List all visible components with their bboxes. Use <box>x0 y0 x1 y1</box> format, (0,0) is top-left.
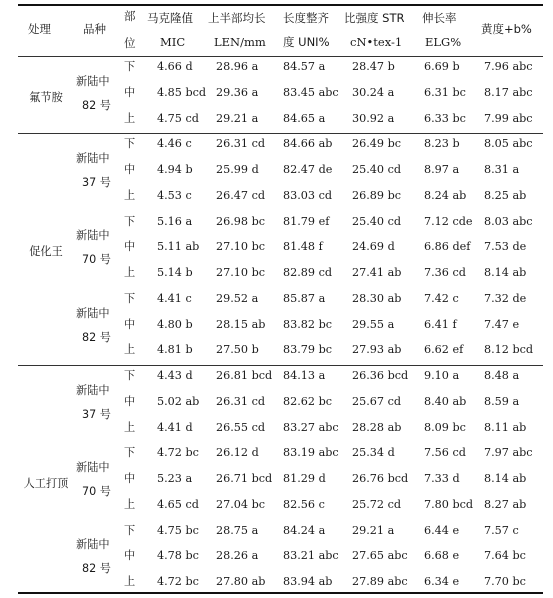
cell-str: 25.72 cd <box>352 497 402 511</box>
cell-elg: 8.23 b <box>424 137 460 151</box>
cell-uni: 82.47 de <box>283 163 333 176</box>
cell-elg: 6.34 e <box>424 575 460 588</box>
cell-b: 7.96 abc <box>484 60 533 73</box>
position-label: 上 <box>124 188 136 202</box>
header-rule <box>18 56 543 57</box>
cell-mic: 4.41 c <box>157 291 192 305</box>
cell-len: 29.21 a <box>216 111 259 125</box>
position-label: 下 <box>124 446 136 460</box>
cell-b: 8.48 a <box>484 369 520 382</box>
position-label: 下 <box>124 137 136 151</box>
top-rule <box>18 4 543 6</box>
cell-str: 25.34 d <box>352 446 395 460</box>
cell-mic: 4.72 bc <box>157 446 199 460</box>
cell-uni: 81.29 d <box>283 472 326 485</box>
position-label: 中 <box>124 549 136 563</box>
cell-elg: 7.33 d <box>424 472 460 485</box>
cell-uni: 84.66 ab <box>283 137 333 151</box>
cell-len: 27.10 bc <box>216 266 266 279</box>
cell-elg: 7.36 cd <box>424 266 466 279</box>
cell-b: 8.11 ab <box>484 420 527 434</box>
cell-str: 25.40 cd <box>352 163 402 176</box>
cell-elg: 6.68 e <box>424 549 460 563</box>
cell-elg: 8.24 ab <box>424 188 467 202</box>
cell-mic: 4.75 cd <box>157 111 199 125</box>
position-label: 中 <box>124 163 136 176</box>
cell-str: 27.41 ab <box>352 266 402 279</box>
cell-len: 26.47 cd <box>216 188 266 202</box>
position-label: 下 <box>124 60 136 73</box>
cell-uni: 83.19 abc <box>283 446 339 460</box>
cell-len: 26.81 bcd <box>216 369 273 382</box>
cell-elg: 6.69 b <box>424 60 460 73</box>
cell-b: 7.97 abc <box>484 446 533 460</box>
cell-len: 27.10 bc <box>216 240 266 254</box>
cell-uni: 84.57 a <box>283 60 326 73</box>
cell-str: 27.65 abc <box>352 549 408 563</box>
cell-mic: 4.66 d <box>157 60 193 73</box>
position-label: 中 <box>124 472 136 485</box>
variety-number: 37 号 <box>82 176 111 189</box>
cell-elg: 9.10 a <box>424 369 460 382</box>
cell-str: 28.30 ab <box>352 291 402 305</box>
header-len-line2: LEN/mm <box>214 35 266 49</box>
cell-b: 7.53 de <box>484 240 527 254</box>
cell-str: 29.55 a <box>352 317 395 331</box>
variety-name: 新陆中 <box>76 306 110 320</box>
position-label: 上 <box>124 343 136 357</box>
variety-number: 82 号 <box>82 562 111 576</box>
header-elg-line2: ELG% <box>425 35 462 49</box>
cell-elg: 6.31 bc <box>424 85 466 99</box>
cell-len: 28.26 a <box>216 549 259 563</box>
position-label: 上 <box>124 497 136 511</box>
cell-b: 7.57 c <box>484 523 519 537</box>
cell-len: 29.52 a <box>216 291 259 305</box>
cell-len: 28.15 ab <box>216 317 266 331</box>
cell-b: 7.32 de <box>484 291 527 305</box>
cell-uni: 83.03 cd <box>283 188 333 202</box>
bottom-rule <box>18 592 543 594</box>
cell-str: 26.49 bc <box>352 137 402 151</box>
cell-b: 7.99 abc <box>484 111 533 125</box>
position-label: 上 <box>124 575 136 588</box>
cell-len: 26.98 bc <box>216 214 266 228</box>
cell-elg: 7.80 bcd <box>424 497 474 511</box>
cell-mic: 4.65 cd <box>157 497 199 511</box>
cell-uni: 83.79 bc <box>283 343 333 357</box>
position-label: 上 <box>124 266 136 279</box>
cell-str: 30.24 a <box>352 85 395 99</box>
header-yellowness: 黄度+b% <box>481 22 532 36</box>
variety-name: 新陆中 <box>76 538 110 552</box>
cell-str: 24.69 d <box>352 240 395 254</box>
cell-mic: 4.43 d <box>157 369 193 382</box>
variety-number: 70 号 <box>82 485 111 498</box>
cell-len: 29.36 a <box>216 85 259 99</box>
variety-name: 新陆中 <box>76 383 110 397</box>
header-position-line1: 部 <box>124 9 136 23</box>
cell-mic: 4.94 b <box>157 163 193 176</box>
cell-mic: 4.85 bcd <box>157 85 207 99</box>
variety-name: 新陆中 <box>76 461 110 474</box>
cell-len: 27.04 bc <box>216 497 266 511</box>
header-len-line1: 上半部均长 <box>208 11 266 25</box>
cell-b: 8.25 ab <box>484 188 527 202</box>
position-label: 下 <box>124 523 136 537</box>
cell-mic: 5.14 b <box>157 266 193 279</box>
cell-str: 25.67 cd <box>352 394 402 408</box>
header-mic-line1: 马克隆值 <box>147 11 193 25</box>
cell-len: 27.50 b <box>216 343 259 357</box>
header-mic-line2: MIC <box>160 35 186 49</box>
cell-mic: 4.75 bc <box>157 523 199 537</box>
position-label: 中 <box>124 240 136 254</box>
cell-elg: 6.33 bc <box>424 111 466 125</box>
treatment-label: 人工打顶 <box>23 476 69 490</box>
cell-len: 26.12 d <box>216 446 259 460</box>
cell-len: 28.96 a <box>216 60 259 73</box>
cell-mic: 4.46 c <box>157 137 192 151</box>
cell-elg: 6.86 def <box>424 240 471 254</box>
cell-uni: 83.94 ab <box>283 575 333 588</box>
cell-len: 26.31 cd <box>216 137 266 151</box>
cell-b: 8.14 ab <box>484 472 527 485</box>
cell-b: 8.05 abc <box>484 137 533 151</box>
cell-str: 25.40 cd <box>352 214 402 228</box>
cell-elg: 8.40 ab <box>424 394 467 408</box>
cell-uni: 82.62 bc <box>283 394 333 408</box>
cell-b: 7.64 bc <box>484 549 526 563</box>
cell-len: 27.80 ab <box>216 575 266 588</box>
cell-str: 28.28 ab <box>352 420 402 434</box>
cell-str: 27.89 abc <box>352 575 408 588</box>
cell-uni: 84.65 a <box>283 111 326 125</box>
header-uni-line1: 长度整齐 <box>283 11 329 25</box>
cell-elg: 6.62 ef <box>424 343 464 357</box>
cell-mic: 4.80 b <box>157 317 193 331</box>
position-label: 上 <box>124 111 136 125</box>
cell-str: 26.89 bc <box>352 188 402 202</box>
cell-str: 26.76 bcd <box>352 472 409 485</box>
cell-uni: 83.27 abc <box>283 420 339 434</box>
variety-number: 82 号 <box>82 98 111 112</box>
cell-mic: 5.11 ab <box>157 240 200 254</box>
cell-b: 8.14 ab <box>484 266 527 279</box>
cell-b: 8.17 abc <box>484 85 533 99</box>
position-label: 下 <box>124 369 136 382</box>
cell-str: 27.93 ab <box>352 343 402 357</box>
cell-mic: 4.81 b <box>157 343 193 357</box>
variety-number: 82 号 <box>82 330 111 344</box>
cell-mic: 4.41 d <box>157 420 193 434</box>
cell-uni: 81.48 f <box>283 240 323 254</box>
variety-name: 新陆中 <box>76 152 110 165</box>
cell-uni: 81.79 ef <box>283 214 330 228</box>
cell-elg: 7.56 cd <box>424 446 466 460</box>
cell-uni: 84.24 a <box>283 523 326 537</box>
cell-b: 8.03 abc <box>484 214 533 228</box>
cell-elg: 8.97 a <box>424 163 460 176</box>
cell-elg: 7.42 c <box>424 291 459 305</box>
variety-name: 新陆中 <box>76 229 110 243</box>
position-label: 上 <box>124 420 136 434</box>
variety-number: 37 号 <box>82 407 111 421</box>
cell-mic: 4.53 c <box>157 188 192 202</box>
cell-elg: 8.09 bc <box>424 420 466 434</box>
position-label: 下 <box>124 291 136 305</box>
cell-uni: 83.45 abc <box>283 85 339 99</box>
group-rule-2 <box>18 365 543 366</box>
cell-str: 26.36 bcd <box>352 369 409 382</box>
cell-len: 26.55 cd <box>216 420 266 434</box>
header-uni-line2: 度 UNI% <box>283 35 330 49</box>
position-label: 下 <box>124 214 136 228</box>
group-rule-1 <box>18 133 543 134</box>
position-label: 中 <box>124 394 136 408</box>
cell-len: 26.31 cd <box>216 394 266 408</box>
cell-len: 26.71 bcd <box>216 472 273 485</box>
cell-mic: 5.02 ab <box>157 394 200 408</box>
header-treatment: 处理 <box>28 22 51 36</box>
cell-uni: 82.56 c <box>283 497 325 511</box>
header-elg-line1: 伸长率 <box>422 11 457 25</box>
header-position-line2: 位 <box>124 36 136 50</box>
cell-uni: 82.89 cd <box>283 266 333 279</box>
cell-str: 30.92 a <box>352 111 395 125</box>
cell-uni: 83.21 abc <box>283 549 339 563</box>
variety-number: 70 号 <box>82 253 111 267</box>
treatment-label: 氟节胺 <box>29 90 63 104</box>
cell-str: 28.47 b <box>352 60 395 73</box>
cell-elg: 6.44 e <box>424 523 460 537</box>
position-label: 中 <box>124 85 136 99</box>
header-str-line1: 比强度 STR <box>344 11 405 25</box>
cell-elg: 7.12 cde <box>424 214 473 228</box>
cell-b: 7.47 e <box>484 317 520 331</box>
position-label: 中 <box>124 317 136 331</box>
header-str-line2: cN•tex-1 <box>350 35 403 49</box>
treatment-label: 促化王 <box>29 245 63 259</box>
variety-name: 新陆中 <box>76 74 110 88</box>
cell-uni: 85.87 a <box>283 291 326 305</box>
cell-uni: 84.13 a <box>283 369 326 382</box>
cell-mic: 4.72 bc <box>157 575 199 588</box>
cell-b: 8.12 bcd <box>484 343 534 357</box>
cell-b: 8.59 a <box>484 394 520 408</box>
cell-b: 7.70 bc <box>484 575 526 588</box>
cell-mic: 5.23 a <box>157 472 193 485</box>
cell-mic: 4.78 bc <box>157 549 199 563</box>
cell-b: 8.27 ab <box>484 497 527 511</box>
cell-elg: 6.41 f <box>424 317 457 331</box>
header-variety: 品种 <box>83 22 106 36</box>
cell-len: 28.75 a <box>216 523 259 537</box>
cell-b: 8.31 a <box>484 163 520 176</box>
cell-str: 29.21 a <box>352 523 395 537</box>
cell-uni: 83.82 bc <box>283 317 333 331</box>
cell-mic: 5.16 a <box>157 214 193 228</box>
cell-len: 25.99 d <box>216 163 259 176</box>
